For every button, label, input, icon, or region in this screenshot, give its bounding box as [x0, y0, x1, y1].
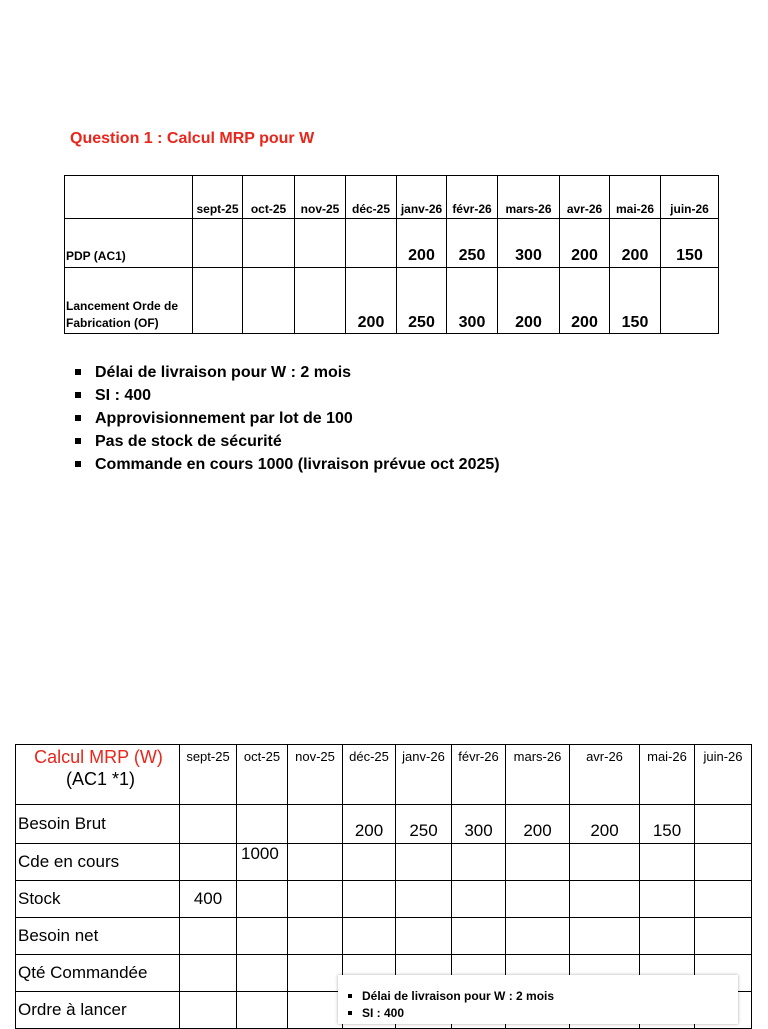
table-cell: 200 — [560, 219, 610, 268]
month-header: sept-25 — [180, 745, 237, 805]
table-cell — [570, 918, 640, 955]
table-row — [16, 844, 752, 881]
month-header: mai-26 — [610, 176, 661, 219]
snippet-list — [348, 988, 554, 1022]
month-header: déc-25 — [343, 745, 396, 805]
table-row — [16, 881, 752, 918]
mrp-table-title — [16, 745, 180, 805]
table-cell — [180, 805, 237, 844]
table-cell — [288, 955, 343, 992]
table-cell — [243, 219, 295, 268]
table-cell — [640, 844, 695, 881]
table-cell — [695, 918, 752, 955]
list-item: SI : 400 — [75, 384, 500, 407]
month-header: oct-25 — [243, 176, 295, 219]
list-item: SI : 400 — [348, 1005, 554, 1022]
table-cell: 200 — [570, 805, 640, 844]
table-cell — [452, 918, 506, 955]
table-cell — [570, 844, 640, 881]
table-cell — [180, 992, 237, 1029]
list-item: Approvisionnement par lot de 100 — [75, 407, 500, 430]
table-cell — [237, 805, 288, 844]
table-cell — [343, 918, 396, 955]
table-cell — [288, 992, 343, 1029]
month-header: avr-26 — [570, 745, 640, 805]
table-cell — [288, 844, 343, 881]
row-label: PDP (AC1) — [65, 219, 193, 268]
month-header: févr-26 — [452, 745, 506, 805]
table-cell — [180, 844, 237, 881]
list-item: Délai de livraison pour W : 2 mois — [75, 361, 500, 384]
table-cell — [193, 268, 243, 334]
month-header: nov-25 — [295, 176, 346, 219]
table-row — [65, 268, 719, 334]
table-cell: 250 — [447, 219, 498, 268]
table-cell — [640, 881, 695, 918]
month-header: mars-26 — [498, 176, 560, 219]
table-cell: 200 — [498, 268, 560, 334]
list-item: Pas de stock de sécurité — [75, 430, 500, 453]
month-header: janv-26 — [397, 176, 447, 219]
table-cell: 300 — [498, 219, 560, 268]
month-header: sept-25 — [193, 176, 243, 219]
pdp-table-header — [65, 176, 719, 219]
table-cell: 200 — [397, 219, 447, 268]
month-header: oct-25 — [237, 745, 288, 805]
table-cell — [343, 844, 396, 881]
table-cell — [695, 881, 752, 918]
table-cell — [506, 918, 570, 955]
table-cell — [396, 881, 452, 918]
table-cell: 300 — [447, 268, 498, 334]
table-cell: 200 — [560, 268, 610, 334]
row-label: Stock — [16, 881, 180, 918]
table-cell — [295, 219, 346, 268]
table-cell — [65, 176, 193, 219]
table-cell — [570, 881, 640, 918]
table-cell — [295, 268, 346, 334]
table-cell — [396, 918, 452, 955]
month-header: févr-26 — [447, 176, 498, 219]
table-cell: 200 — [610, 219, 661, 268]
month-header: avr-26 — [560, 176, 610, 219]
table-cell: 150 — [610, 268, 661, 334]
mrp-table-header — [16, 745, 752, 805]
table-row — [65, 219, 719, 268]
table-cell — [506, 844, 570, 881]
table-cell — [640, 918, 695, 955]
table-row — [16, 918, 752, 955]
month-header: nov-25 — [288, 745, 343, 805]
mrp-title-line2: (AC1 *1) — [65, 769, 136, 789]
list-item: Délai de livraison pour W : 2 mois — [348, 988, 554, 1005]
conditions-list — [75, 361, 500, 476]
table-cell — [237, 992, 288, 1029]
table-cell — [237, 918, 288, 955]
table-cell — [346, 219, 397, 268]
row-label: Cde en cours — [16, 844, 180, 881]
table-cell: 150 — [640, 805, 695, 844]
table-cell: 250 — [397, 268, 447, 334]
table-cell — [288, 918, 343, 955]
month-header: mars-26 — [506, 745, 570, 805]
table-cell: 200 — [343, 805, 396, 844]
month-header: juin-26 — [661, 176, 719, 219]
table-cell — [288, 805, 343, 844]
table-cell — [661, 268, 719, 334]
table-cell — [288, 881, 343, 918]
table-cell — [452, 881, 506, 918]
table-cell: 250 — [396, 805, 452, 844]
table-cell — [396, 844, 452, 881]
month-header: janv-26 — [396, 745, 452, 805]
mrp-title-line1: Calcul MRP (W) — [34, 747, 163, 767]
row-label: Qté Commandée — [16, 955, 180, 992]
table-cell: 200 — [346, 268, 397, 334]
table-cell: 200 — [506, 805, 570, 844]
month-header: mai-26 — [640, 745, 695, 805]
table-cell — [237, 955, 288, 992]
table-cell: 150 — [661, 219, 719, 268]
table-cell: 400 — [180, 881, 237, 918]
table-cell: 300 — [452, 805, 506, 844]
table-row — [16, 805, 752, 844]
list-item: Commande en cours 1000 (livraison prévue oct 2025) — [75, 453, 500, 476]
table-cell — [243, 268, 295, 334]
month-header: juin-26 — [695, 745, 752, 805]
table-cell — [180, 918, 237, 955]
row-label: Lancement Orde de Fabrication (OF) — [65, 268, 193, 334]
table-cell — [237, 881, 288, 918]
table-cell: 1000 — [237, 844, 288, 881]
table-cell — [506, 881, 570, 918]
row-label: Ordre à lancer — [16, 992, 180, 1029]
table-cell — [180, 955, 237, 992]
table-cell — [193, 219, 243, 268]
table-cell — [452, 844, 506, 881]
table-cell — [695, 844, 752, 881]
row-label: Besoin Brut — [16, 805, 180, 844]
table-cell — [695, 805, 752, 844]
table-cell — [343, 881, 396, 918]
page-title: Question 1 : Calcul MRP pour W — [70, 130, 315, 147]
month-header: déc-25 — [346, 176, 397, 219]
pasted-snippet — [338, 975, 738, 1024]
row-label: Besoin net — [16, 918, 180, 955]
pdp-table — [64, 175, 719, 334]
